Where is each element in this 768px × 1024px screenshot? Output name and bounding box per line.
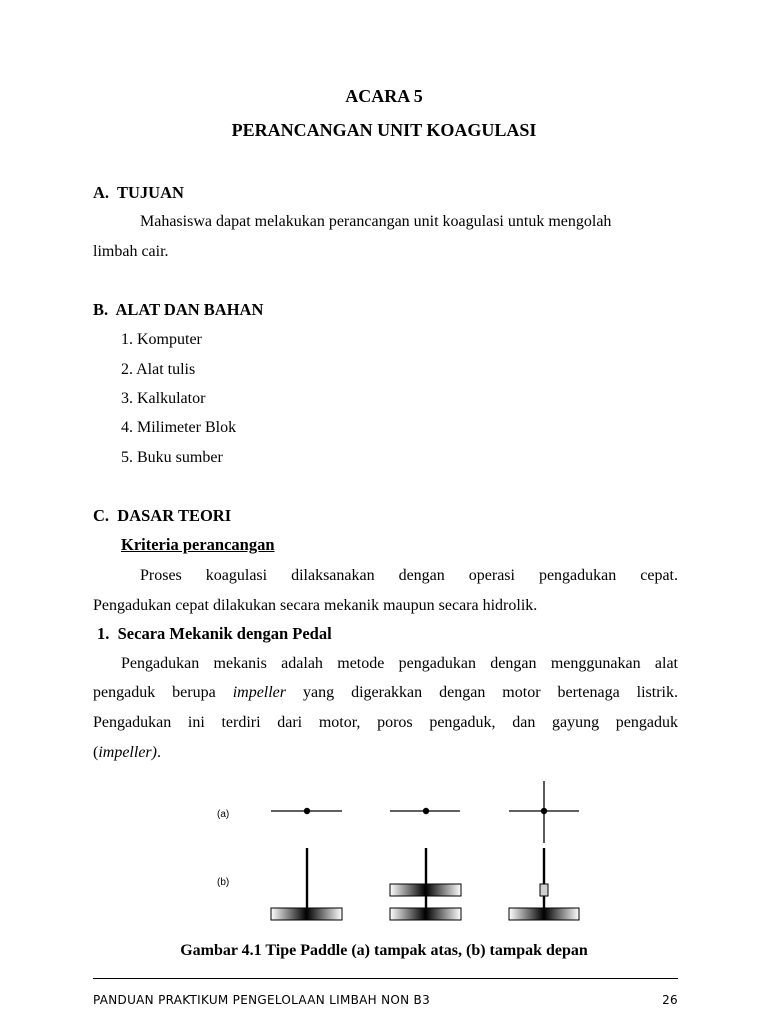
text-run: yang digerakkan dengan motor bertenaga listrik.: [286, 684, 678, 701]
section-c-paragraph1-line1: Proses koagulasi dilaksanakan dengan operasi pengadukan cepat.: [140, 567, 678, 584]
page-number: 26: [662, 993, 678, 1007]
section-c-paragraph2-line4: [93, 738, 161, 768]
italic-term: impeller: [232, 684, 287, 701]
paddle1-front-view: [271, 848, 342, 920]
paddle2-front-view: [390, 848, 461, 920]
figure-caption: Gambar 4.1 Tipe Paddle (a) tampak atas, (b) tampak depan: [180, 942, 588, 959]
paddle-types-figure: [260, 776, 590, 926]
point1-heading: 1. Secara Mekanik dengan Pedal: [97, 624, 332, 643]
figure-label-a: (a): [217, 809, 230, 820]
section-a-heading: A. TUJUAN: [93, 183, 184, 202]
list-item: 5. Buku sumber: [121, 449, 223, 466]
paddle2-top-view: [390, 808, 460, 814]
list-item: 1. Komputer: [121, 331, 202, 348]
page-title: ACARA 5: [345, 86, 423, 106]
list-item: 3. Kalkulator: [121, 390, 206, 407]
text-run: pengaduk berupa: [93, 684, 233, 701]
section-c-heading: C. DASAR TEORI: [93, 506, 232, 525]
section-c-paragraph2-line3: Pengadukan ini terdiri dari motor, poros pengaduk, dan gayung pengaduk: [93, 714, 678, 731]
figure-label-b: (b): [217, 877, 230, 888]
section-a-paragraph-line1: Mahasiswa dapat melakukan perancangan unit koagulasi untuk mengolah: [140, 213, 612, 230]
section-b-heading: B. ALAT DAN BAHAN: [93, 300, 264, 319]
section-a-paragraph-line2: limbah cair.: [93, 243, 169, 260]
page-subtitle: PERANCANGAN UNIT KOAGULASI: [231, 120, 537, 140]
text-run: .: [156, 744, 161, 761]
paddle3-front-view: [509, 848, 579, 920]
text-run: (: [93, 744, 99, 761]
list-item: 2. Alat tulis: [121, 361, 196, 378]
section-c-paragraph2-line2: [93, 678, 678, 708]
footer-divider: [93, 978, 678, 979]
footer-text: PANDUAN PRAKTIKUM PENGELOLAAN LIMBAH NON B3: [93, 993, 430, 1007]
list-item: 4. Milimeter Blok: [121, 419, 237, 436]
section-c-subheading: Kriteria perancangan: [121, 535, 275, 554]
paddle1-top-view: [271, 808, 342, 814]
section-c-paragraph1-line2: Pengadukan cepat dilakukan secara mekanik maupun secara hidrolik.: [93, 597, 538, 614]
section-c-paragraph2-line1: Pengadukan mekanis adalah metode pengadukan dengan menggunakan alat: [121, 655, 678, 672]
italic-term: impeller): [98, 744, 157, 761]
paddle3-top-view: [509, 781, 579, 843]
